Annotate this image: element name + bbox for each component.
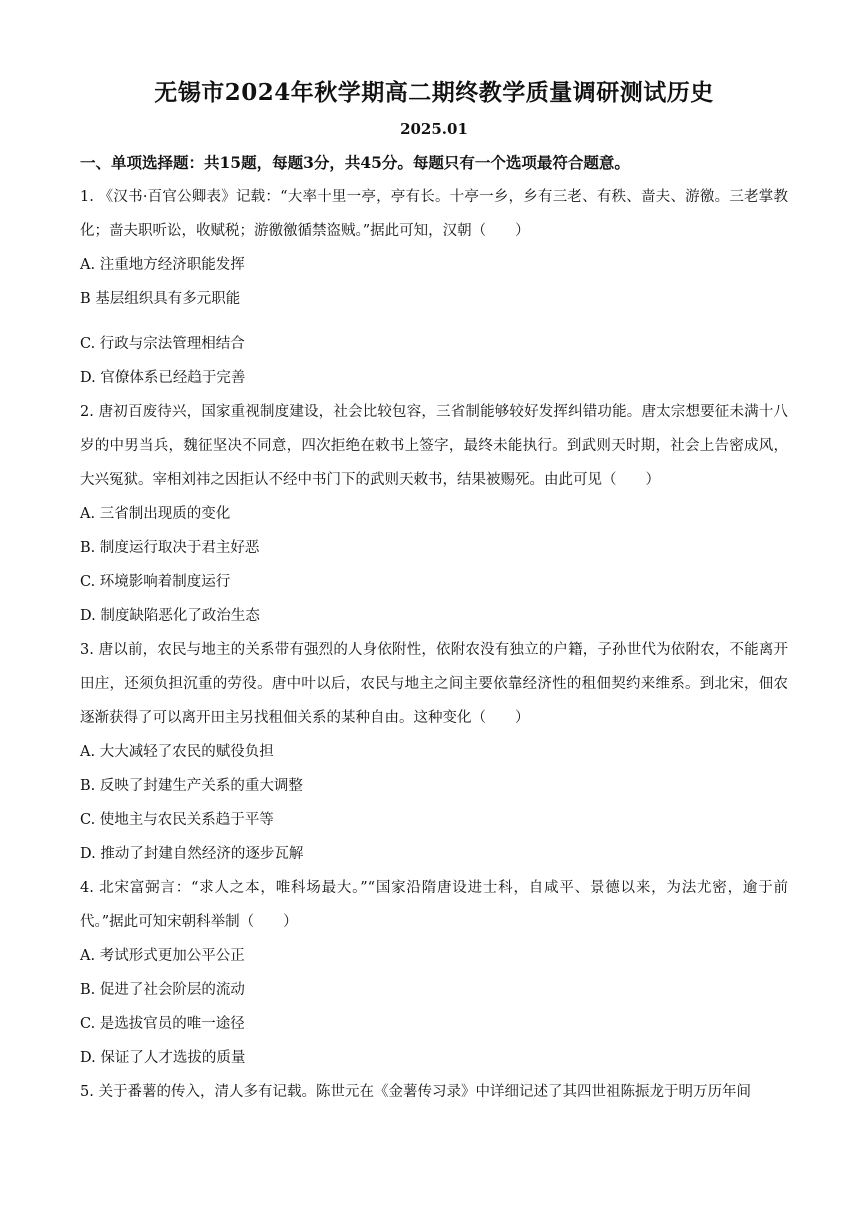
option-a: A. 注重地方经济职能发挥 (80, 257, 245, 273)
option-b: B 基层组织具有多元职能 (80, 291, 241, 307)
option-d: D. 制度缺陷恶化了政治生态 (80, 608, 260, 624)
document-title: 无锡市2024年秋学期高二期终教学质量调研测试历史 (154, 79, 714, 106)
question-4 (80, 871, 788, 1075)
question-list (80, 180, 788, 1109)
question-2 (80, 395, 788, 633)
option-d: D. 官僚体系已经趋于完善 (80, 370, 246, 386)
question-3 (80, 633, 788, 871)
option-d: D. 保证了人才选拔的质量 (80, 1050, 246, 1066)
question-stem: 3. 唐以前，农民与地主的关系带有强烈的人身依附性，依附农没有独立的户籍，子孙世代为依附农，不能离开田庄，还须负担沉重的劳役。唐中叶以后，农民与地主之间主要依靠经济性的租佃契约来维系。到北宋，佃农逐渐获得了可以离开田主另找租佃关系的某种自由。这种变化（ ） (80, 642, 788, 726)
option-b: B. 促进了社会阶层的流动 (80, 982, 245, 998)
section-heading: 一、单项选择题：共15题，每题3分，共45分。每题只有一个选项最符合题意。 (80, 153, 630, 172)
option-c: C. 行政与宗法管理相结合 (80, 336, 245, 352)
option-c: C. 使地主与农民关系趋于平等 (80, 812, 274, 828)
question-5 (80, 1075, 788, 1109)
option-b: B. 制度运行取决于君主好恶 (80, 540, 260, 556)
question-stem: 2. 唐初百废待兴，国家重视制度建设，社会比较包容，三省制能够较好发挥纠错功能。唐太宗想要征未满十八岁的中男当兵，魏征坚决不同意，四次拒绝在敕书上签字，最终未能执行。到武则天时期，社会上告密成风，大兴冤狱。宰相刘祎之因拒认不经中书门下的武则天敕书，结果被赐死。由此可见（ ） (80, 404, 788, 488)
option-a: A. 三省制出现质的变化 (80, 506, 231, 522)
question-stem: 5. 关于番薯的传入，清人多有记载。陈世元在《金薯传习录》中详细记述了其四世祖陈振龙于明万历年间 (80, 1084, 751, 1100)
option-a: A. 考试形式更加公平公正 (80, 948, 245, 964)
document-date: 2025.01 (400, 120, 468, 138)
option-d: D. 推动了封建自然经济的逐步瓦解 (80, 846, 304, 862)
question-stem: 4. 北宋富弼言：“求人之本，唯科场最大。”“国家沿隋唐设进士科，自咸平、景德以来，为法尤密，逾于前代。”据此可知宋朝科举制（ ） (80, 880, 788, 930)
option-c: C. 环境影响着制度运行 (80, 574, 231, 590)
option-b: B. 反映了封建生产关系的重大调整 (80, 778, 303, 794)
option-a: A. 大大减轻了农民的赋役负担 (80, 744, 274, 760)
option-c: C. 是选拔官员的唯一途径 (80, 1016, 245, 1032)
question-stem: 1. 《汉书·百官公卿表》记载：“大率十里一亭，亭有长。十亭一乡，乡有三老、有秩、啬夫、游徼。三老掌教化；啬夫职听讼，收赋税；游徼徼循禁盗贼。”据此可知，汉朝（ ） (80, 189, 788, 239)
question-1 (80, 180, 788, 395)
